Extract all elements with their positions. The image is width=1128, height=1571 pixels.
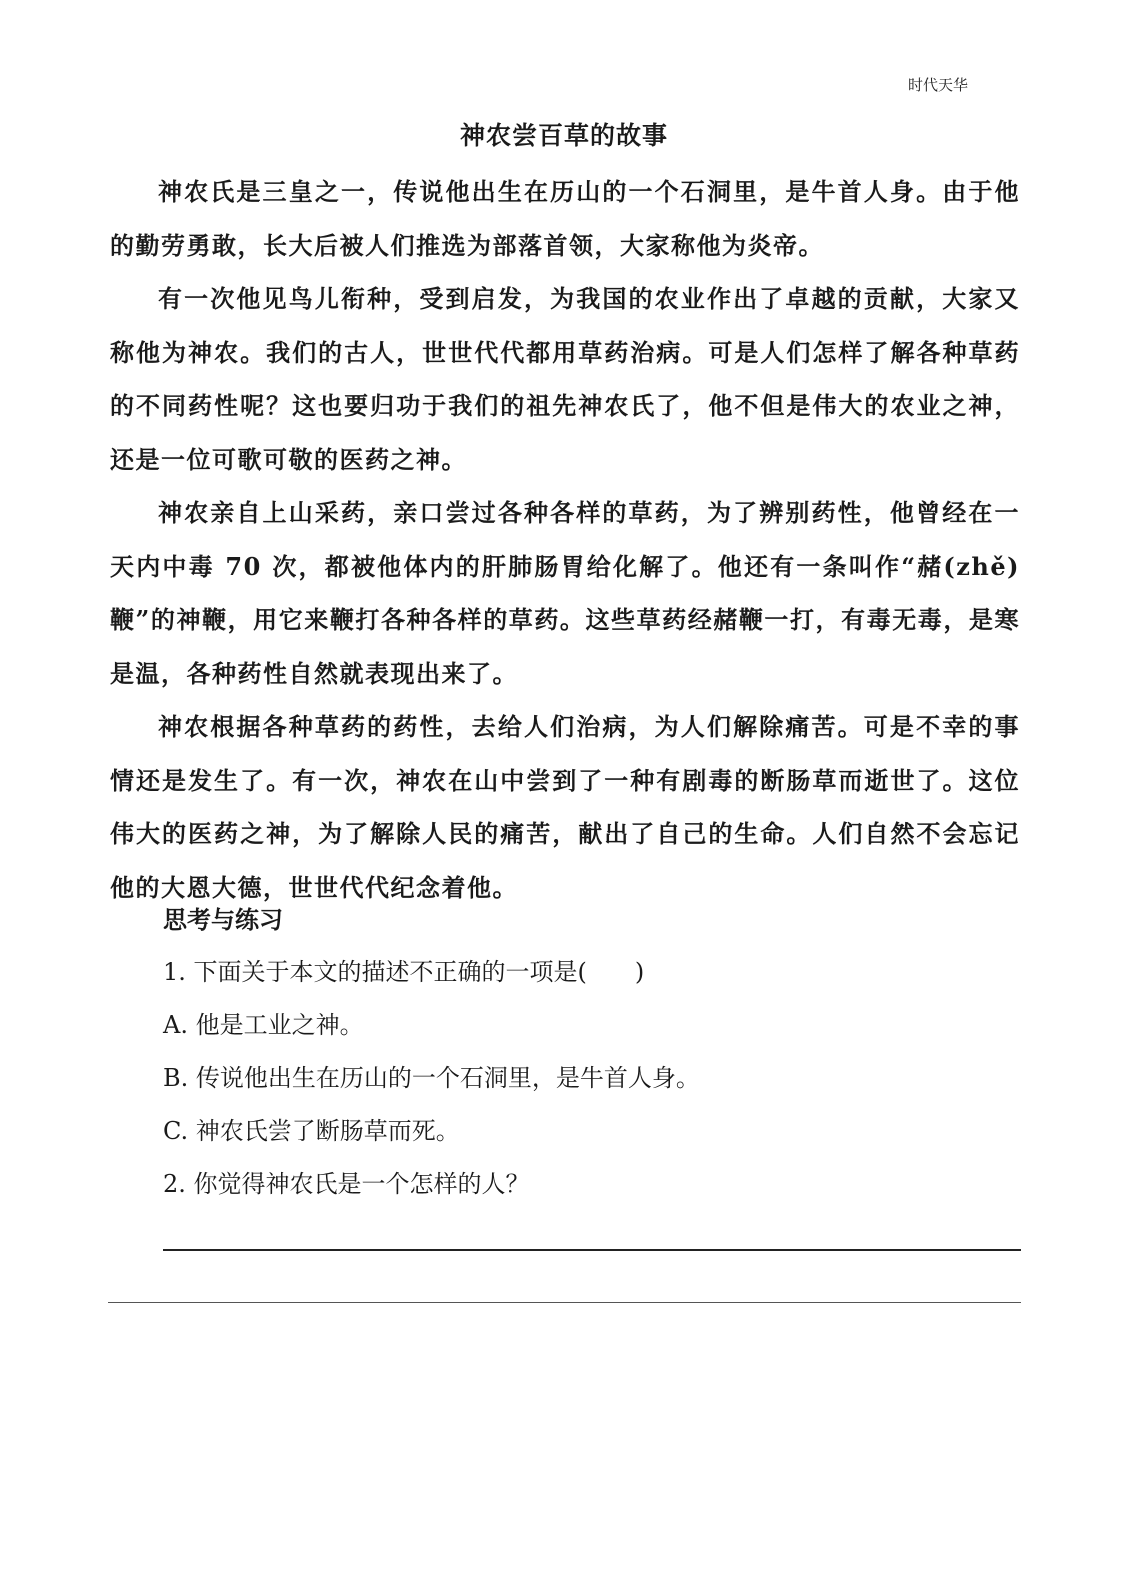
option-b: B. 传说他出生在历山的一个石洞里，是牛首人身。 [163,1064,700,1092]
answer-line [163,1249,1021,1251]
story-paragraph-4: 神农根据各种草药的药性，去给人们治病，为人们解除痛苦。可是不幸的事情还是发生了。有一次，神农在山中尝到了一种有剧毒的断肠草而逝世了。这位伟大的医药之神，为了解除人民的痛苦，献出了自己的生命。人们自然不会忘记他的大恩大德，世世代代纪念着他。 [110,712,1020,902]
story-paragraph-2: 有一次他见鸟儿衔种，受到启发，为我国的农业作出了卓越的贡献，大家又称他为神农。我们的古人，世世代代都用草药治病。可是人们怎样了解各种草药的不同药性呢？这也要归功于我们的祖先神农氏了，他不但是伟大的农业之神，还是一位可歌可敬的医药之神。 [110,284,1020,474]
page-title: 神农尝百草的故事 [459,121,668,150]
page-divider [108,1302,1021,1303]
option-c: C. 神农氏尝了断肠草而死。 [163,1117,460,1145]
story-body [110,165,1020,914]
question-2: 2. 你觉得神农氏是一个怎样的人？ [163,1170,530,1198]
story-paragraph-1: 神农氏是三皇之一，传说他出生在历山的一个石洞里，是牛首人身。由于他的勤劳勇敢，长大后被人们推选为部落首领，大家称他为炎帝。 [110,177,1020,260]
header-brand: 时代天华 [908,76,969,94]
question-1: 1. 下面关于本文的描述不正确的一项是( ) [163,958,645,986]
exercise-heading: 思考与练习 [163,905,283,934]
story-paragraph-3: 神农亲自上山采药，亲口尝过各种各样的草药，为了辨别药性，他曾经在一天内中毒 70 次，都被他体内的肝肺肠胃给化解了。他还有一条叫作“赭(zhě)鞭”的神鞭，用它来鞭打各种各样的草药。这些草药经赭鞭一打，有毒无毒，是寒是温，各种药性自然就表现出来了。 [110,498,1020,688]
option-a: A. 他是工业之神。 [163,1011,364,1039]
exercise-section [163,893,1023,1211]
